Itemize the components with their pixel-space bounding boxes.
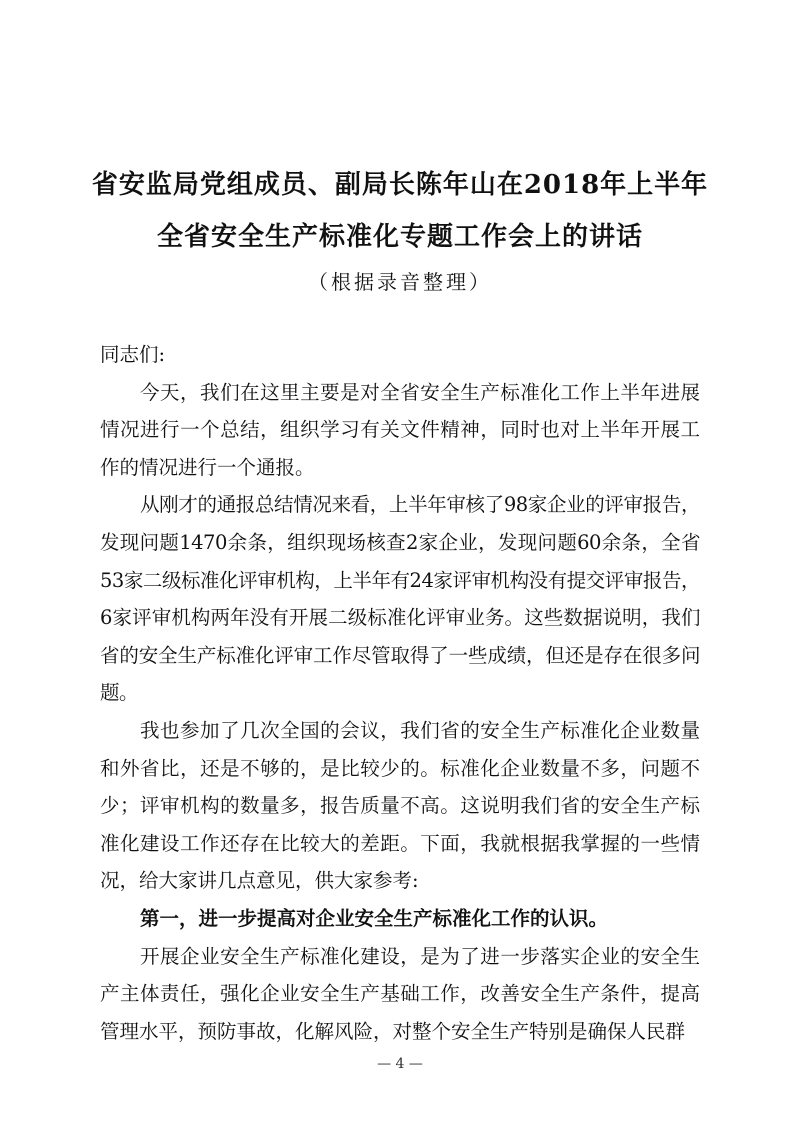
salutation: 同志们: [100, 343, 166, 366]
title-line-2: 全省安全生产标准化专题工作会上的讲话 [156, 222, 643, 252]
paragraph-assessment: 我也参加了几次全国的会议，我们省的安全生产标准化企业数量和外省比，还是不够的，是比较少的。标准化企业数量不多，问题不少；评审机构的数量多，报告质量不高。这说明我们省的安全生产标准化建设工作还存在比较大的差距。下面，我就根据我掌握的一些情况，给大家讲几点意见，供大家参考: [100, 718, 700, 893]
paragraph-purpose: 开展企业安全生产标准化建设，是为了进一步落实企业的安全生产主体责任，强化企业安全生产基础工作，改善安全生产条件，提高管理水平，预防事故，化解风险，对整个安全生产特别是确保人民群 [100, 944, 700, 1043]
section-heading-first: 第一，进一步提高对企业安全生产标准化工作的认识。 [140, 906, 609, 930]
paragraph-statistics: 从刚才的通报总结情况来看，上半年审核了98家企业的评审报告，发现问题1470余条，组织现场核查2家企业，发现问题60余条，全省53家二级标准化评审机构，上半年有24家评审机构没有提交评审报告，6家评审机构两年没有开展二级标准化评审业务。这些数据说明，我们省的安全生产标准化评审工作尽管取得了一些成绩，但还是存在很多问题。 [100, 493, 700, 705]
paragraph-intro: 今天，我们在这里主要是对全省安全生产标准化工作上半年进展情况进行一个总结，组织学习有关文件精神，同时也对上半年开展工作的情况进行一个通报。 [100, 380, 700, 479]
page-number: — 4 — [377, 1056, 423, 1072]
subtitle: （根据录音整理） [308, 270, 492, 294]
speech-body [100, 336, 700, 1050]
title-line-1: 省安监局党组成员、副局长陈年山在2018年上半年 [91, 170, 709, 200]
